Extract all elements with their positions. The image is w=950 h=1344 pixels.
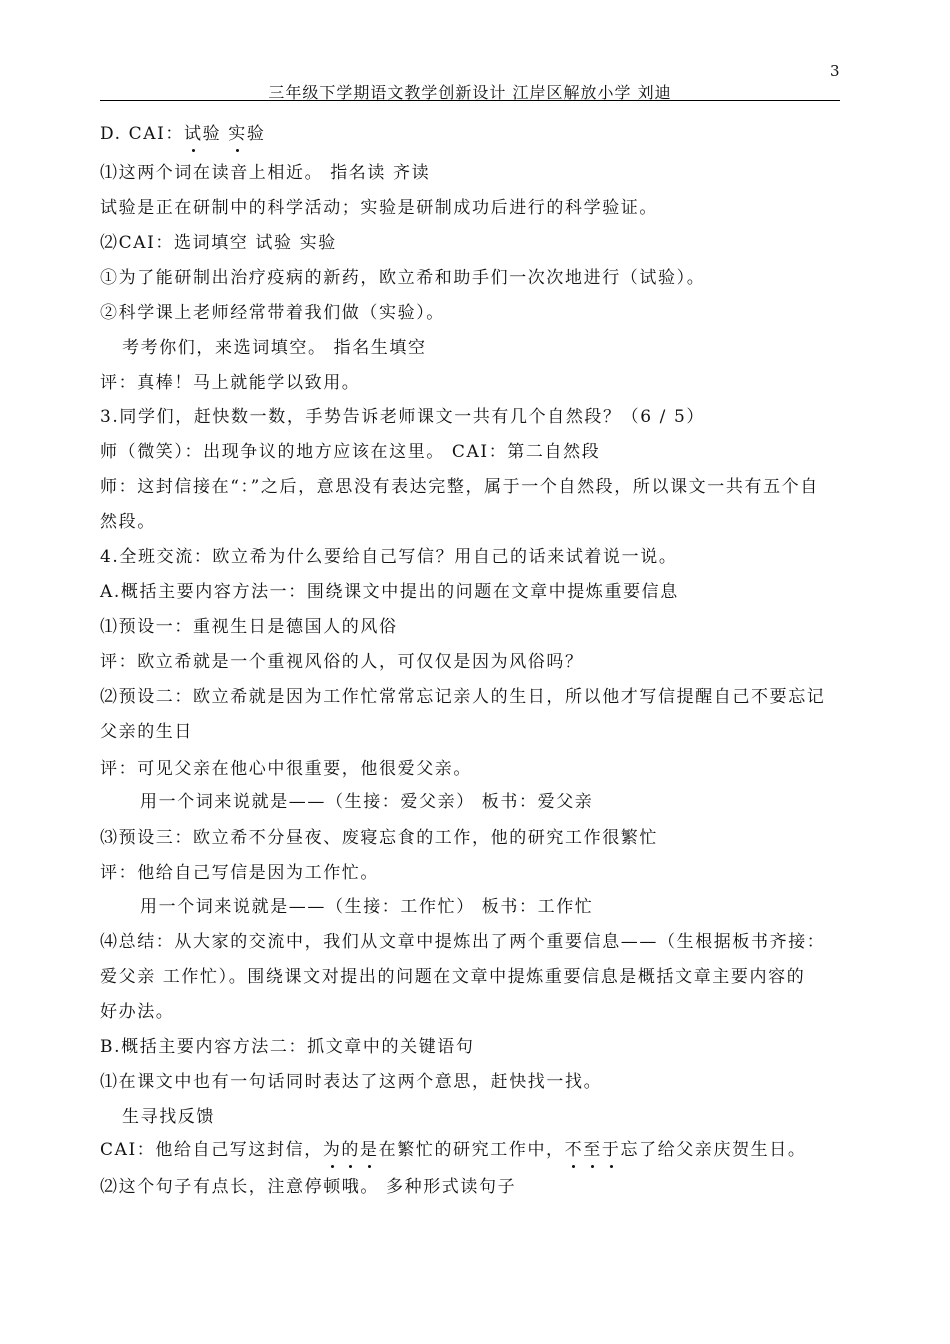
paragraph-line: ①为了能研制出治疗疫病的新药，欧立希和助手们一次次地进行（试验）。 [100, 268, 706, 288]
emphasis-char: 的 [341, 1140, 361, 1160]
paragraph-line: 父亲的生日 [100, 722, 193, 742]
paragraph-line: 评：真棒！马上就能学以致用。 [100, 373, 361, 393]
key-sentence-line [100, 1138, 806, 1162]
paragraph-line: 生寻找反馈 [122, 1107, 215, 1127]
header-title: 三年级下学期语文教学创新设计 江岸区解放小学 刘迪 [268, 83, 672, 102]
paragraph-line: 3.同学们，赶快数一数，手势告诉老师课文一共有几个自然段？（6 / 5） [100, 407, 705, 427]
paragraph-line: 用一个词来说就是——（生接：爱父亲） 板书：爱父亲 [140, 792, 594, 812]
emphasis-char: 为 [322, 1140, 342, 1160]
paragraph-line: 师：这封信接在“：”之后，意思没有表达完整，属于一个自然段，所以课文一共有五个自 [100, 477, 819, 497]
paragraph-line: 好办法。 [100, 1002, 175, 1022]
paragraph-line: 评：欧立希就是一个重视风俗的人，可仅仅是因为风俗吗？ [100, 652, 584, 672]
paragraph-line: 4.全班交流：欧立希为什么要给自己写信？用自己的话来试着说一说。 [100, 547, 678, 567]
paragraph-line: A.概括主要内容方法一：围绕课文中提出的问题在文章中提炼重要信息 [100, 582, 679, 602]
paragraph-line: B.概括主要内容方法二：抓文章中的关键语句 [100, 1037, 475, 1057]
paragraph-line: 考考你们，来选词填空。 指名生填空 [122, 338, 427, 358]
emphasis-char: 至 [583, 1140, 602, 1160]
paragraph-line: ⑵预设二：欧立希就是因为工作忙常常忘记亲人的生日，所以他才写信提醒自己不要忘记 [100, 687, 826, 707]
paragraph-line: 试验是正在研制中的科学活动；实验是研制成功后进行的科学验证。 [100, 198, 658, 218]
paragraph-line: ⑶预设三：欧立希不分昼夜、废寝忘食的工作，他的研究工作很繁忙 [100, 828, 658, 848]
emphasis-char: 于 [601, 1140, 621, 1160]
paragraph-line: ⑷总结：从大家的交流中，我们从文章中提炼出了两个重要信息——（生根据板书齐接： [100, 932, 826, 952]
line-cai-d [100, 122, 265, 146]
emphasis-char: 不 [564, 1140, 584, 1160]
emphasis-char: 实 [228, 124, 247, 144]
paragraph-line: ⑴这两个词在读音上相近。 指名读 齐读 [100, 163, 431, 183]
paragraph-line: ⑴预设一：重视生日是德国人的风俗 [100, 617, 398, 637]
key-sentence-text: 在繁忙的研究工作中， [378, 1140, 565, 1160]
emphasis-char: 是 [360, 1140, 379, 1160]
paragraph-line: ⑵CAI：选词填空 试验 实验 [100, 233, 337, 253]
key-sentence-text: 忘了给父亲庆贺生日。 [620, 1140, 807, 1160]
paragraph-line: 然段。 [100, 512, 156, 532]
header-rule [100, 100, 840, 101]
paragraph-line: 师（微笑）：出现争议的地方应该在这里。 CAI：第二自然段 [100, 442, 601, 462]
paragraph-line: 爱父亲 工作忙）。围绕课文对提出的问题在文章中提炼重要信息是概括文章主要内容的 [100, 967, 806, 987]
emphasis-char: 试 [184, 124, 203, 144]
paragraph-line: ②科学课上老师经常带着我们做（实验）。 [100, 303, 445, 323]
word-text: 验 [246, 124, 266, 144]
paragraph-line: ⑴在课文中也有一句话同时表达了这两个意思，赶快找一找。 [100, 1072, 603, 1092]
paragraph-line: 评：可见父亲在他心中很重要，他很爱父亲。 [100, 759, 472, 779]
cai-d-label: D. CAI： [100, 124, 185, 144]
paragraph-line: ⑵这个句子有点长，注意停顿哦。 多种形式读句子 [100, 1177, 517, 1197]
word-text: 验 [202, 124, 229, 144]
paragraph-line: 评：他给自己写信是因为工作忙。 [100, 863, 379, 883]
key-sentence-text: CAI：他给自己写这封信， [100, 1140, 323, 1160]
paragraph-line: 用一个词来说就是——（生接：工作忙） 板书：工作忙 [140, 897, 594, 917]
page-number: 3 [830, 62, 840, 80]
